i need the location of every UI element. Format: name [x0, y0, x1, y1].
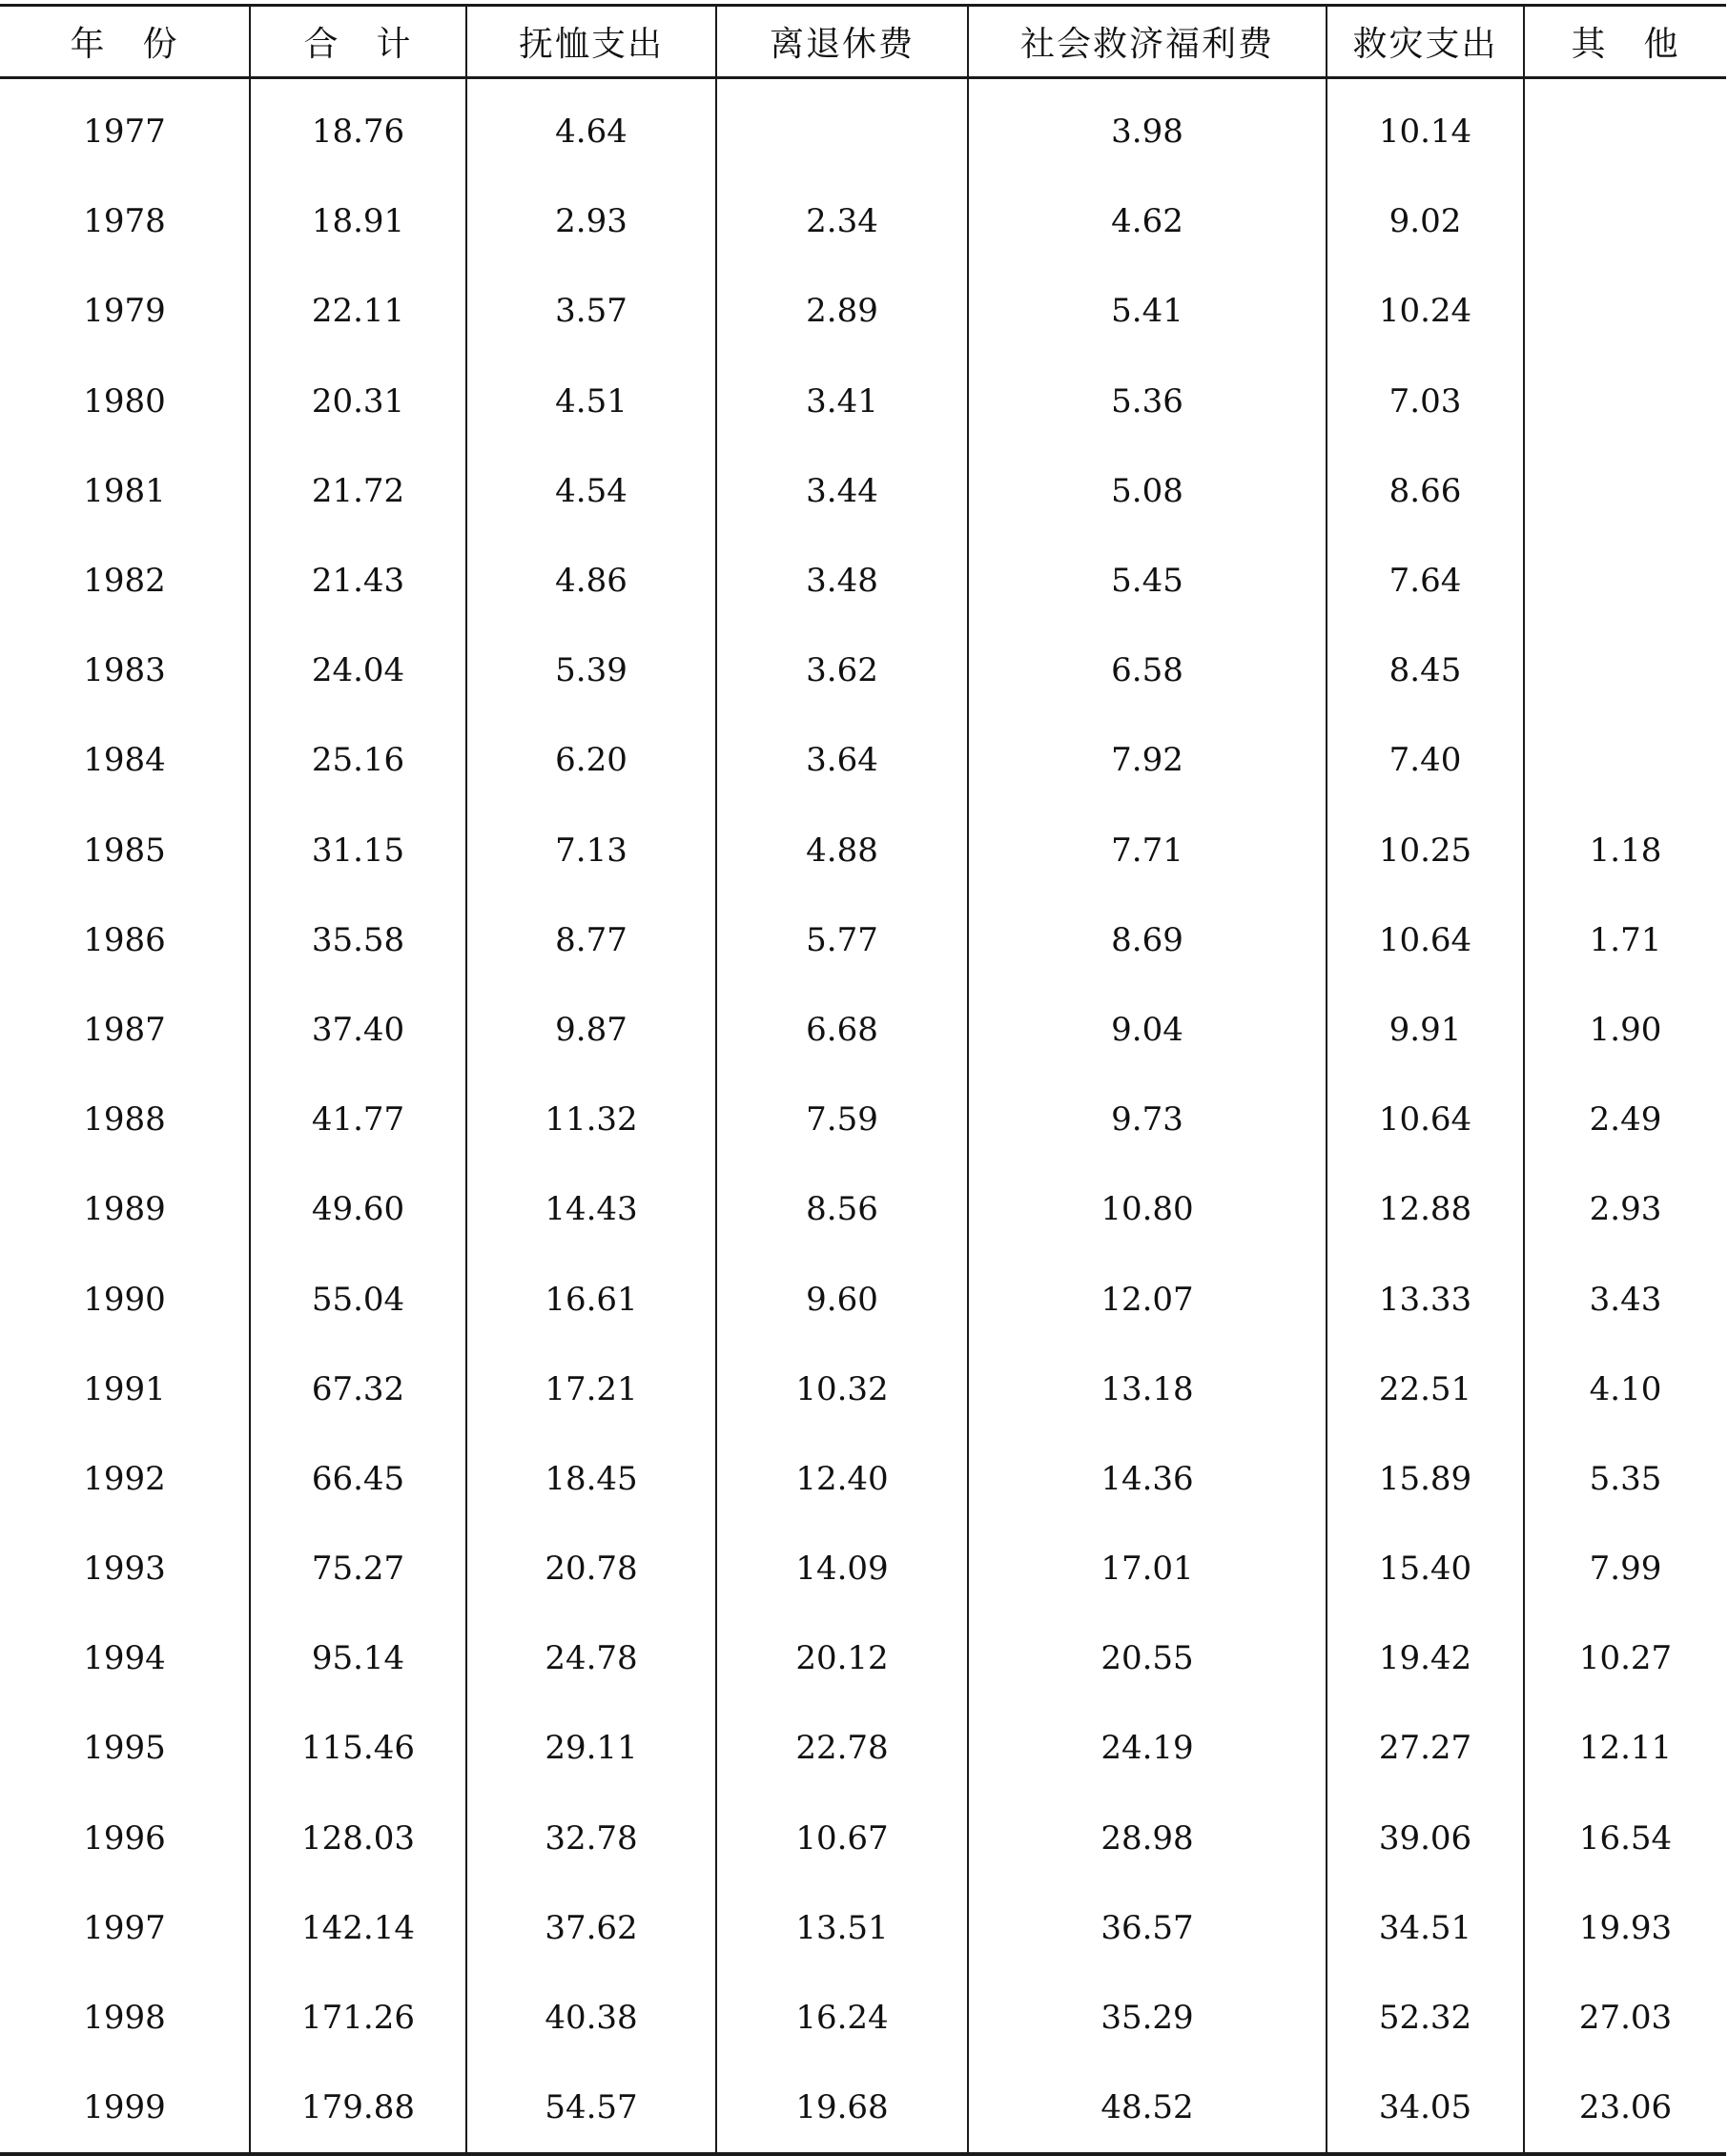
- year-cell: 1981: [0, 446, 250, 536]
- other-cell: 1.18: [1589, 831, 1662, 870]
- table-row: [0, 357, 1726, 446]
- retirement-cell: 2.34: [716, 176, 968, 266]
- table-row: [0, 626, 1726, 715]
- social-welfare-cell: 7.92: [968, 715, 1327, 805]
- table-row: [0, 715, 1726, 805]
- retirement-cell: 5.77: [716, 895, 968, 985]
- disaster-relief-cell: 34.51: [1327, 1883, 1524, 1973]
- table-row: [0, 1075, 1726, 1164]
- social-welfare-cell: 14.36: [968, 1434, 1327, 1524]
- disaster-relief-cell: 10.14: [1327, 78, 1524, 177]
- social-welfare-cell: 12.07: [968, 1254, 1327, 1344]
- other-cell: [1524, 78, 1726, 177]
- table-row: [0, 1164, 1726, 1254]
- social-welfare-cell: 9.73: [968, 1075, 1327, 1164]
- year-cell: 1979: [0, 266, 250, 356]
- retirement-cell: 3.64: [716, 715, 968, 805]
- header-pension-relief: 抚恤支出: [466, 6, 716, 78]
- other-cell: 2.93: [1589, 1190, 1662, 1229]
- social-welfare-cell: 17.01: [968, 1524, 1327, 1613]
- retirement-cell: 3.41: [716, 357, 968, 446]
- table-body: [0, 78, 1726, 2155]
- table-row: [0, 536, 1726, 626]
- disaster-relief-cell: 12.88: [1327, 1164, 1524, 1254]
- other-cell: [1524, 357, 1726, 446]
- social-welfare-cell: 10.80: [968, 1164, 1327, 1254]
- total-cell: 142.14: [250, 1883, 466, 1973]
- other-cell: 27.03: [1578, 1999, 1673, 2038]
- total-cell: 171.26: [250, 1973, 466, 2063]
- table-row: [0, 1883, 1726, 1973]
- year-cell: 1998: [0, 1973, 250, 2063]
- disaster-relief-cell: 7.03: [1327, 357, 1524, 446]
- disaster-relief-cell: 34.05: [1327, 2063, 1524, 2154]
- pension-relief-cell: 14.43: [466, 1164, 716, 1254]
- total-cell: 35.58: [250, 895, 466, 985]
- total-cell: 18.91: [250, 176, 466, 266]
- other-cell: [1524, 536, 1726, 626]
- table-row: [0, 2063, 1726, 2154]
- total-cell: 67.32: [250, 1345, 466, 1434]
- disaster-relief-cell: 13.33: [1327, 1254, 1524, 1344]
- total-cell: 22.11: [250, 266, 466, 356]
- retirement-cell: 10.67: [716, 1794, 968, 1883]
- header-year: 年 份: [0, 6, 250, 78]
- social-welfare-cell: 35.29: [968, 1973, 1327, 2063]
- social-welfare-cell: 4.62: [968, 176, 1327, 266]
- pension-relief-cell: 3.57: [466, 266, 716, 356]
- other-cell: 23.06: [1524, 2063, 1726, 2154]
- disaster-relief-cell: 10.24: [1327, 266, 1524, 356]
- pension-relief-cell: 4.54: [466, 446, 716, 536]
- pension-relief-cell: 32.78: [466, 1794, 716, 1883]
- other-cell: [1524, 715, 1726, 805]
- year-cell: 1995: [0, 1703, 250, 1793]
- other-cell: 5.35: [1589, 1459, 1662, 1498]
- other-cell: 19.93: [1578, 1908, 1673, 1947]
- social-welfare-cell: 36.57: [968, 1883, 1327, 1973]
- year-cell: 1997: [0, 1883, 250, 1973]
- social-welfare-cell: 48.52: [968, 2063, 1327, 2154]
- table-row: [0, 1973, 1726, 2063]
- table-row: [0, 446, 1726, 536]
- social-welfare-cell: 13.18: [968, 1345, 1327, 1434]
- expenditure-table: [0, 4, 1726, 2156]
- social-welfare-cell: 9.04: [968, 985, 1327, 1075]
- year-cell: 1999: [0, 2063, 250, 2154]
- other-cell: 1.71: [1589, 920, 1662, 959]
- year-cell: 1990: [0, 1254, 250, 1344]
- social-welfare-cell: 20.55: [968, 1613, 1327, 1703]
- social-welfare-cell: 6.58: [968, 626, 1327, 715]
- social-welfare-cell: 5.36: [968, 357, 1327, 446]
- table-row: [0, 806, 1726, 895]
- pension-relief-cell: 18.45: [466, 1434, 716, 1524]
- table-row: [0, 985, 1726, 1075]
- other-cell: 2.49: [1589, 1100, 1662, 1140]
- pension-relief-cell: 9.87: [466, 985, 716, 1075]
- total-cell: 41.77: [250, 1075, 466, 1164]
- total-cell: 24.04: [250, 626, 466, 715]
- header-social-welfare: 社会救济福利费: [968, 6, 1327, 78]
- other-cell: 12.11: [1578, 1729, 1673, 1768]
- other-cell: 10.27: [1578, 1639, 1673, 1678]
- table-row: [0, 1794, 1726, 1883]
- total-cell: 95.14: [250, 1613, 466, 1703]
- year-cell: 1988: [0, 1075, 250, 1164]
- disaster-relief-cell: 19.42: [1327, 1613, 1524, 1703]
- retirement-cell: 7.59: [716, 1075, 968, 1164]
- pension-relief-cell: 5.39: [466, 626, 716, 715]
- social-welfare-cell: 28.98: [968, 1794, 1327, 1883]
- total-cell: 20.31: [250, 357, 466, 446]
- pension-relief-cell: 16.61: [466, 1254, 716, 1344]
- other-cell: 16.54: [1578, 1818, 1673, 1858]
- year-cell: 1984: [0, 715, 250, 805]
- disaster-relief-cell: 39.06: [1327, 1794, 1524, 1883]
- pension-relief-cell: 6.20: [466, 715, 716, 805]
- retirement-cell: 6.68: [716, 985, 968, 1075]
- year-cell: 1987: [0, 985, 250, 1075]
- disaster-relief-cell: 10.64: [1327, 1075, 1524, 1164]
- social-welfare-cell: 5.45: [968, 536, 1327, 626]
- year-cell: 1992: [0, 1434, 250, 1524]
- retirement-cell: 10.32: [716, 1345, 968, 1434]
- table-row: [0, 1703, 1726, 1793]
- social-welfare-cell: 5.41: [968, 266, 1327, 356]
- total-cell: 128.03: [250, 1794, 466, 1883]
- retirement-cell: 14.09: [716, 1524, 968, 1613]
- retirement-cell: 3.44: [716, 446, 968, 536]
- other-cell: [1524, 626, 1726, 715]
- social-welfare-cell: 3.98: [968, 78, 1327, 177]
- disaster-relief-cell: 27.27: [1327, 1703, 1524, 1793]
- table-row: [0, 1524, 1726, 1613]
- table-row: [0, 895, 1726, 985]
- disaster-relief-cell: 10.64: [1327, 895, 1524, 985]
- table-row: [0, 78, 1726, 177]
- pension-relief-cell: 37.62: [466, 1883, 716, 1973]
- year-cell: 1989: [0, 1164, 250, 1254]
- retirement-cell: 19.68: [716, 2063, 968, 2154]
- year-cell: 1978: [0, 176, 250, 266]
- pension-relief-cell: 54.57: [466, 2063, 716, 2154]
- total-cell: 37.40: [250, 985, 466, 1075]
- retirement-cell: 4.88: [716, 806, 968, 895]
- year-cell: 1994: [0, 1613, 250, 1703]
- table-header: [0, 6, 1726, 78]
- pension-relief-cell: 4.51: [466, 357, 716, 446]
- disaster-relief-cell: 15.89: [1327, 1434, 1524, 1524]
- disaster-relief-cell: 8.45: [1327, 626, 1524, 715]
- social-welfare-cell: 7.71: [968, 806, 1327, 895]
- total-cell: 21.43: [250, 536, 466, 626]
- header-row: [0, 6, 1726, 78]
- disaster-relief-cell: 10.25: [1327, 806, 1524, 895]
- total-cell: 31.15: [250, 806, 466, 895]
- disaster-relief-cell: 7.64: [1327, 536, 1524, 626]
- pension-relief-cell: 11.32: [466, 1075, 716, 1164]
- retirement-cell: 13.51: [716, 1883, 968, 1973]
- table-row: [0, 1254, 1726, 1344]
- table-row: [0, 266, 1726, 356]
- other-cell: 7.99: [1589, 1550, 1662, 1589]
- total-cell: 179.88: [250, 2063, 466, 2154]
- disaster-relief-cell: 52.32: [1327, 1973, 1524, 2063]
- other-cell: [1524, 446, 1726, 536]
- total-cell: 49.60: [250, 1164, 466, 1254]
- retirement-cell: 8.56: [716, 1164, 968, 1254]
- year-cell: 1986: [0, 895, 250, 985]
- other-cell: 3.43: [1589, 1280, 1662, 1319]
- retirement-cell: 9.60: [716, 1254, 968, 1344]
- retirement-cell: 12.40: [716, 1434, 968, 1524]
- pension-relief-cell: 4.64: [466, 78, 716, 177]
- header-other: 其 他: [1524, 6, 1726, 78]
- header-disaster-relief: 救灾支出: [1327, 6, 1524, 78]
- year-cell: 1991: [0, 1345, 250, 1434]
- total-cell: 21.72: [250, 446, 466, 536]
- disaster-relief-cell: 22.51: [1327, 1345, 1524, 1434]
- social-welfare-cell: 24.19: [968, 1703, 1327, 1793]
- pension-relief-cell: 29.11: [466, 1703, 716, 1793]
- year-cell: 1993: [0, 1524, 250, 1613]
- other-cell: 4.10: [1589, 1369, 1662, 1408]
- year-cell: 1980: [0, 357, 250, 446]
- total-cell: 75.27: [250, 1524, 466, 1613]
- disaster-relief-cell: 9.02: [1327, 176, 1524, 266]
- disaster-relief-cell: 9.91: [1327, 985, 1524, 1075]
- disaster-relief-cell: 7.40: [1327, 715, 1524, 805]
- retirement-cell: 3.48: [716, 536, 968, 626]
- other-cell: [1524, 266, 1726, 356]
- table-row: [0, 1613, 1726, 1703]
- retirement-cell: 16.24: [716, 1973, 968, 2063]
- retirement-cell: [716, 78, 968, 177]
- disaster-relief-cell: 8.66: [1327, 446, 1524, 536]
- year-cell: 1982: [0, 536, 250, 626]
- pension-relief-cell: 4.86: [466, 536, 716, 626]
- table-row: [0, 1434, 1726, 1524]
- table-row: [0, 1345, 1726, 1434]
- pension-relief-cell: 7.13: [466, 806, 716, 895]
- pension-relief-cell: 20.78: [466, 1524, 716, 1613]
- year-cell: 1977: [0, 78, 250, 177]
- pension-relief-cell: 2.93: [466, 176, 716, 266]
- other-cell: 1.90: [1589, 1010, 1662, 1049]
- total-cell: 25.16: [250, 715, 466, 805]
- table-row: [0, 176, 1726, 266]
- retirement-cell: 2.89: [716, 266, 968, 356]
- pension-relief-cell: 40.38: [466, 1973, 716, 2063]
- total-cell: 55.04: [250, 1254, 466, 1344]
- retirement-cell: 3.62: [716, 626, 968, 715]
- social-welfare-cell: 8.69: [968, 895, 1327, 985]
- total-cell: 18.76: [250, 78, 466, 177]
- total-cell: 66.45: [250, 1434, 466, 1524]
- year-cell: 1985: [0, 806, 250, 895]
- pension-relief-cell: 8.77: [466, 895, 716, 985]
- header-retirement: 离退休费: [716, 6, 968, 78]
- year-cell: 1996: [0, 1794, 250, 1883]
- retirement-cell: 20.12: [716, 1613, 968, 1703]
- header-total: 合 计: [250, 6, 466, 78]
- social-welfare-cell: 5.08: [968, 446, 1327, 536]
- pension-relief-cell: 24.78: [466, 1613, 716, 1703]
- other-cell: [1524, 176, 1726, 266]
- pension-relief-cell: 17.21: [466, 1345, 716, 1434]
- total-cell: 115.46: [250, 1703, 466, 1793]
- retirement-cell: 22.78: [716, 1703, 968, 1793]
- year-cell: 1983: [0, 626, 250, 715]
- disaster-relief-cell: 15.40: [1327, 1524, 1524, 1613]
